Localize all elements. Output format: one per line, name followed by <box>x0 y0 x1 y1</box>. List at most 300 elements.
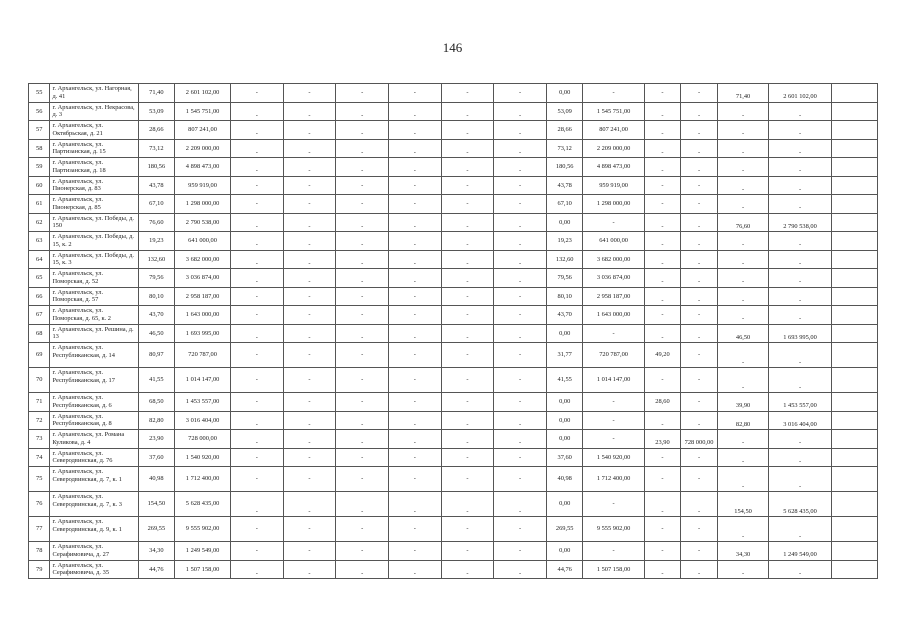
dash-cell: - <box>441 287 494 306</box>
cost-build-cell: - <box>681 467 718 492</box>
area-purchase-cell: 31,77 <box>546 343 583 368</box>
area-payout-cell: 154,50 <box>717 492 769 517</box>
dash-cell: - <box>283 467 336 492</box>
table-row <box>29 269 878 288</box>
empty-cell <box>831 250 877 269</box>
dash-cell: - <box>441 393 494 412</box>
address-cell: г. Архангельск, ул. Республиканская, д. 6 <box>50 393 138 412</box>
table-row <box>29 176 878 195</box>
dash-cell: - <box>336 176 389 195</box>
dash-cell: - <box>231 542 284 561</box>
dash-cell: - <box>441 139 494 158</box>
dash-cell: - <box>283 176 336 195</box>
area-purchase-cell: 80,10 <box>546 287 583 306</box>
dash-cell: - <box>388 102 441 121</box>
dash-cell: - <box>336 121 389 140</box>
table-row <box>29 368 878 393</box>
table-row <box>29 121 878 140</box>
area-payout-cell: - <box>717 250 769 269</box>
cost-purchase-cell: - <box>583 393 644 412</box>
area-payout-cell: 34,30 <box>717 542 769 561</box>
empty-cell <box>831 430 877 449</box>
table-row <box>29 411 878 430</box>
dash-cell: - <box>388 517 441 542</box>
cost-purchase-cell: 1 643 000,00 <box>583 306 644 325</box>
dash-cell: - <box>494 269 547 288</box>
empty-cell <box>831 102 877 121</box>
row-number-cell: 65 <box>29 269 50 288</box>
dash-cell: - <box>494 306 547 325</box>
cost-build-cell: - <box>681 121 718 140</box>
area-cell: 76,60 <box>138 213 175 232</box>
address-cell: г. Архангельск, ул. Пионерская, д. 85 <box>50 195 138 214</box>
dash-cell: - <box>283 368 336 393</box>
area-cell: 53,09 <box>138 102 175 121</box>
cost-cell: 1 453 557,00 <box>175 393 231 412</box>
dash-cell: - <box>336 492 389 517</box>
area-cell: 34,30 <box>138 542 175 561</box>
area-payout-cell: 39,90 <box>717 393 769 412</box>
cost-cell: 1 249 549,00 <box>175 542 231 561</box>
area-build-cell: 28,60 <box>644 393 681 412</box>
row-number-cell: 55 <box>29 84 50 103</box>
cost-cell: 720 787,00 <box>175 343 231 368</box>
table-row <box>29 250 878 269</box>
empty-cell <box>831 560 877 579</box>
cost-purchase-cell: 1 540 920,00 <box>583 448 644 467</box>
cost-cell: 1 507 158,00 <box>175 560 231 579</box>
dash-cell: - <box>336 195 389 214</box>
area-build-cell: - <box>644 139 681 158</box>
area-build-cell: - <box>644 121 681 140</box>
area-purchase-cell: 0,00 <box>546 393 583 412</box>
area-purchase-cell: 180,56 <box>546 158 583 177</box>
dash-cell: - <box>441 430 494 449</box>
area-cell: 71,40 <box>138 84 175 103</box>
area-payout-cell: - <box>717 287 769 306</box>
row-number-cell: 62 <box>29 213 50 232</box>
dash-cell: - <box>231 195 284 214</box>
area-cell: 46,50 <box>138 324 175 343</box>
cost-purchase-cell: 1 014 147,00 <box>583 368 644 393</box>
dash-cell: - <box>336 139 389 158</box>
area-payout-cell: - <box>717 368 769 393</box>
area-payout-cell: - <box>717 269 769 288</box>
dash-cell: - <box>231 517 284 542</box>
cost-payout-cell: - <box>769 560 831 579</box>
area-build-cell: - <box>644 84 681 103</box>
dash-cell: - <box>336 393 389 412</box>
dash-cell: - <box>441 542 494 561</box>
address-cell: г. Архангельск, ул. Республиканская, д. 17 <box>50 368 138 393</box>
dash-cell: - <box>388 324 441 343</box>
dash-cell: - <box>283 306 336 325</box>
empty-cell <box>831 269 877 288</box>
dash-cell: - <box>231 139 284 158</box>
row-number-cell: 75 <box>29 467 50 492</box>
dash-cell: - <box>441 560 494 579</box>
dash-cell: - <box>283 158 336 177</box>
dash-cell: - <box>231 430 284 449</box>
cost-cell: 641 000,00 <box>175 232 231 251</box>
area-cell: 132,60 <box>138 250 175 269</box>
address-cell: г. Архангельск, ул. Поморская, д. 52 <box>50 269 138 288</box>
dash-cell: - <box>388 492 441 517</box>
row-number-cell: 56 <box>29 102 50 121</box>
dash-cell: - <box>231 306 284 325</box>
area-cell: 80,10 <box>138 287 175 306</box>
address-cell: г. Архангельск, ул. Победы, д. 15, к. 2 <box>50 232 138 251</box>
area-cell: 43,78 <box>138 176 175 195</box>
empty-cell <box>831 324 877 343</box>
dash-cell: - <box>441 492 494 517</box>
dash-cell: - <box>336 84 389 103</box>
area-purchase-cell: 132,60 <box>546 250 583 269</box>
dash-cell: - <box>231 467 284 492</box>
area-build-cell: - <box>644 542 681 561</box>
address-cell: г. Архангельск, ул. Романа Куликова, д. 4 <box>50 430 138 449</box>
area-payout-cell: 76,60 <box>717 213 769 232</box>
dash-cell: - <box>231 213 284 232</box>
table-row <box>29 492 878 517</box>
dash-cell: - <box>494 195 547 214</box>
dash-cell: - <box>231 102 284 121</box>
empty-cell <box>831 306 877 325</box>
dash-cell: - <box>283 287 336 306</box>
cost-cell: 1 014 147,00 <box>175 368 231 393</box>
area-payout-cell: - <box>717 232 769 251</box>
area-payout-cell: - <box>717 517 769 542</box>
address-cell: г. Архангельск, ул. Поморская, д. 57 <box>50 287 138 306</box>
row-number-cell: 79 <box>29 560 50 579</box>
dash-cell: - <box>283 560 336 579</box>
cost-build-cell: - <box>681 176 718 195</box>
dash-cell: - <box>283 393 336 412</box>
row-number-cell: 67 <box>29 306 50 325</box>
area-payout-cell: - <box>717 121 769 140</box>
empty-cell <box>831 393 877 412</box>
dash-cell: - <box>494 343 547 368</box>
dash-cell: - <box>494 430 547 449</box>
table-row <box>29 393 878 412</box>
dash-cell: - <box>336 467 389 492</box>
dash-cell: - <box>441 213 494 232</box>
cost-purchase-cell: 1 712 400,00 <box>583 467 644 492</box>
cost-build-cell: - <box>681 232 718 251</box>
dash-cell: - <box>231 232 284 251</box>
area-build-cell: - <box>644 102 681 121</box>
dash-cell: - <box>441 269 494 288</box>
dash-cell: - <box>283 232 336 251</box>
dash-cell: - <box>441 411 494 430</box>
cost-cell: 1 540 920,00 <box>175 448 231 467</box>
row-number-cell: 69 <box>29 343 50 368</box>
dash-cell: - <box>494 176 547 195</box>
address-cell: г. Архангельск, ул. Северодвинская, д. 76 <box>50 448 138 467</box>
row-number-cell: 77 <box>29 517 50 542</box>
table-row <box>29 467 878 492</box>
dash-cell: - <box>441 232 494 251</box>
cost-cell: 2 790 538,00 <box>175 213 231 232</box>
cost-purchase-cell: 1 545 751,00 <box>583 102 644 121</box>
dash-cell: - <box>336 287 389 306</box>
dash-cell: - <box>388 232 441 251</box>
dash-cell: - <box>388 84 441 103</box>
area-payout-cell: - <box>717 195 769 214</box>
area-purchase-cell: 41,55 <box>546 368 583 393</box>
dash-cell: - <box>231 411 284 430</box>
area-cell: 67,10 <box>138 195 175 214</box>
dash-cell: - <box>231 560 284 579</box>
cost-purchase-cell: - <box>583 430 644 449</box>
cost-build-cell: - <box>681 139 718 158</box>
area-purchase-cell: 53,09 <box>546 102 583 121</box>
address-cell: г. Архангельск, ул. Решина, д. 13 <box>50 324 138 343</box>
page-number: 146 <box>442 40 463 55</box>
dash-cell: - <box>441 102 494 121</box>
cost-purchase-cell: 959 919,00 <box>583 176 644 195</box>
dash-cell: - <box>388 287 441 306</box>
area-cell: 28,66 <box>138 121 175 140</box>
empty-cell <box>831 139 877 158</box>
cost-build-cell: 728 000,00 <box>681 430 718 449</box>
address-cell: г. Архангельск, ул. Северодвинская, д. 7, к. 3 <box>50 492 138 517</box>
area-cell: 44,76 <box>138 560 175 579</box>
dash-cell: - <box>231 84 284 103</box>
dash-cell: - <box>388 121 441 140</box>
cost-payout-cell: - <box>769 232 831 251</box>
dash-cell: - <box>441 517 494 542</box>
row-number-cell: 71 <box>29 393 50 412</box>
dash-cell: - <box>283 250 336 269</box>
dash-cell: - <box>494 492 547 517</box>
dash-cell: - <box>388 176 441 195</box>
dash-cell: - <box>494 517 547 542</box>
dash-cell: - <box>231 269 284 288</box>
dash-cell: - <box>336 213 389 232</box>
area-cell: 80,97 <box>138 343 175 368</box>
cost-cell: 5 628 435,00 <box>175 492 231 517</box>
table-row <box>29 517 878 542</box>
dash-cell: - <box>388 411 441 430</box>
address-cell: г. Архангельск, ул. Северодвинская, д. 7, к. 1 <box>50 467 138 492</box>
cost-purchase-cell: 807 241,00 <box>583 121 644 140</box>
cost-purchase-cell: 1 298 000,00 <box>583 195 644 214</box>
cost-purchase-cell: 641 000,00 <box>583 232 644 251</box>
dash-cell: - <box>336 250 389 269</box>
area-payout-cell: - <box>717 467 769 492</box>
dash-cell: - <box>336 324 389 343</box>
cost-purchase-cell: - <box>583 411 644 430</box>
dash-cell: - <box>283 343 336 368</box>
cost-build-cell: - <box>681 368 718 393</box>
area-purchase-cell: 73,12 <box>546 139 583 158</box>
area-purchase-cell: 67,10 <box>546 195 583 214</box>
dash-cell: - <box>283 492 336 517</box>
address-cell: г. Архангельск, ул. Победы, д. 15, к. 3 <box>50 250 138 269</box>
address-cell: г. Архангельск, ул. Партизанская, д. 15 <box>50 139 138 158</box>
cost-build-cell: - <box>681 560 718 579</box>
cost-build-cell: - <box>681 306 718 325</box>
dash-cell: - <box>388 213 441 232</box>
cost-build-cell: - <box>681 324 718 343</box>
area-payout-cell: - <box>717 430 769 449</box>
cost-cell: 3 016 404,00 <box>175 411 231 430</box>
area-cell: 43,70 <box>138 306 175 325</box>
row-number-cell: 60 <box>29 176 50 195</box>
area-cell: 19,23 <box>138 232 175 251</box>
dash-cell: - <box>283 84 336 103</box>
dash-cell: - <box>336 368 389 393</box>
area-build-cell: - <box>644 411 681 430</box>
empty-cell <box>831 467 877 492</box>
dash-cell: - <box>494 102 547 121</box>
cost-payout-cell: - <box>769 121 831 140</box>
area-purchase-cell: 43,70 <box>546 306 583 325</box>
dash-cell: - <box>336 306 389 325</box>
area-build-cell: - <box>644 176 681 195</box>
area-payout-cell: - <box>717 306 769 325</box>
cost-build-cell: - <box>681 213 718 232</box>
area-build-cell: - <box>644 213 681 232</box>
dash-cell: - <box>494 287 547 306</box>
empty-cell <box>831 195 877 214</box>
dash-cell: - <box>494 448 547 467</box>
empty-cell <box>831 411 877 430</box>
cost-purchase-cell: - <box>583 324 644 343</box>
area-cell: 180,56 <box>138 158 175 177</box>
area-purchase-cell: 28,66 <box>546 121 583 140</box>
dash-cell: - <box>336 542 389 561</box>
cost-payout-cell: - <box>769 102 831 121</box>
empty-cell <box>831 213 877 232</box>
row-number-cell: 76 <box>29 492 50 517</box>
dash-cell: - <box>336 102 389 121</box>
cost-purchase-cell: - <box>583 492 644 517</box>
address-cell: г. Архангельск, ул. Некрасова, д. 3 <box>50 102 138 121</box>
area-build-cell: - <box>644 448 681 467</box>
table-row <box>29 542 878 561</box>
area-build-cell: - <box>644 368 681 393</box>
dash-cell: - <box>388 393 441 412</box>
table-row <box>29 213 878 232</box>
area-purchase-cell: 0,00 <box>546 324 583 343</box>
cost-payout-cell: 5 628 435,00 <box>769 492 831 517</box>
area-purchase-cell: 19,23 <box>546 232 583 251</box>
area-cell: 154,50 <box>138 492 175 517</box>
dash-cell: - <box>231 158 284 177</box>
area-build-cell: - <box>644 287 681 306</box>
cost-payout-cell: - <box>769 158 831 177</box>
cost-payout-cell: - <box>769 368 831 393</box>
area-payout-cell: - <box>717 343 769 368</box>
row-number-cell: 73 <box>29 430 50 449</box>
dash-cell: - <box>494 84 547 103</box>
dash-cell: - <box>494 213 547 232</box>
cost-purchase-cell: 9 555 902,00 <box>583 517 644 542</box>
dash-cell: - <box>388 467 441 492</box>
area-payout-cell: - <box>717 560 769 579</box>
cost-cell: 3 682 000,00 <box>175 250 231 269</box>
row-number-cell: 58 <box>29 139 50 158</box>
area-cell: 73,12 <box>138 139 175 158</box>
dash-cell: - <box>441 368 494 393</box>
dash-cell: - <box>336 560 389 579</box>
housing-table <box>28 83 878 579</box>
dash-cell: - <box>494 324 547 343</box>
cost-purchase-cell: 1 507 158,00 <box>583 560 644 579</box>
dash-cell: - <box>494 158 547 177</box>
dash-cell: - <box>494 232 547 251</box>
table-row <box>29 448 878 467</box>
cost-purchase-cell: 3 036 874,00 <box>583 269 644 288</box>
dash-cell: - <box>283 139 336 158</box>
address-cell: г. Архангельск, ул. Республиканская, д. 14 <box>50 343 138 368</box>
area-cell: 23,90 <box>138 430 175 449</box>
cost-payout-cell: - <box>769 195 831 214</box>
table-row <box>29 343 878 368</box>
dash-cell: - <box>283 411 336 430</box>
cost-build-cell: - <box>681 250 718 269</box>
table-row <box>29 84 878 103</box>
area-build-cell: - <box>644 560 681 579</box>
cost-build-cell: - <box>681 542 718 561</box>
table-row <box>29 560 878 579</box>
empty-cell <box>831 517 877 542</box>
dash-cell: - <box>336 343 389 368</box>
row-number-cell: 70 <box>29 368 50 393</box>
dash-cell: - <box>494 560 547 579</box>
area-build-cell: - <box>644 517 681 542</box>
area-payout-cell: - <box>717 448 769 467</box>
dash-cell: - <box>336 448 389 467</box>
dash-cell: - <box>494 542 547 561</box>
cost-build-cell: - <box>681 411 718 430</box>
cost-cell: 9 555 902,00 <box>175 517 231 542</box>
dash-cell: - <box>388 306 441 325</box>
address-cell: г. Архангельск, ул. Поморская, д. 65, к. 2 <box>50 306 138 325</box>
cost-build-cell: - <box>681 102 718 121</box>
dash-cell: - <box>441 324 494 343</box>
cost-purchase-cell: 2 209 000,00 <box>583 139 644 158</box>
area-payout-cell: 82,80 <box>717 411 769 430</box>
empty-cell <box>831 158 877 177</box>
area-payout-cell: - <box>717 176 769 195</box>
dash-cell: - <box>283 448 336 467</box>
dash-cell: - <box>283 324 336 343</box>
cost-build-cell: - <box>681 158 718 177</box>
row-number-cell: 63 <box>29 232 50 251</box>
cost-payout-cell: - <box>769 306 831 325</box>
area-purchase-cell: 43,78 <box>546 176 583 195</box>
cost-cell: 1 545 751,00 <box>175 102 231 121</box>
area-build-cell: - <box>644 467 681 492</box>
empty-cell <box>831 121 877 140</box>
dash-cell: - <box>231 250 284 269</box>
dash-cell: - <box>283 102 336 121</box>
area-build-cell: - <box>644 324 681 343</box>
area-build-cell: - <box>644 195 681 214</box>
cost-cell: 2 958 187,00 <box>175 287 231 306</box>
area-build-cell: 23,90 <box>644 430 681 449</box>
cost-payout-cell: - <box>769 448 831 467</box>
dash-cell: - <box>231 176 284 195</box>
dash-cell: - <box>388 343 441 368</box>
dash-cell: - <box>283 195 336 214</box>
cost-purchase-cell: 2 958 187,00 <box>583 287 644 306</box>
cost-purchase-cell: 720 787,00 <box>583 343 644 368</box>
dash-cell: - <box>283 542 336 561</box>
